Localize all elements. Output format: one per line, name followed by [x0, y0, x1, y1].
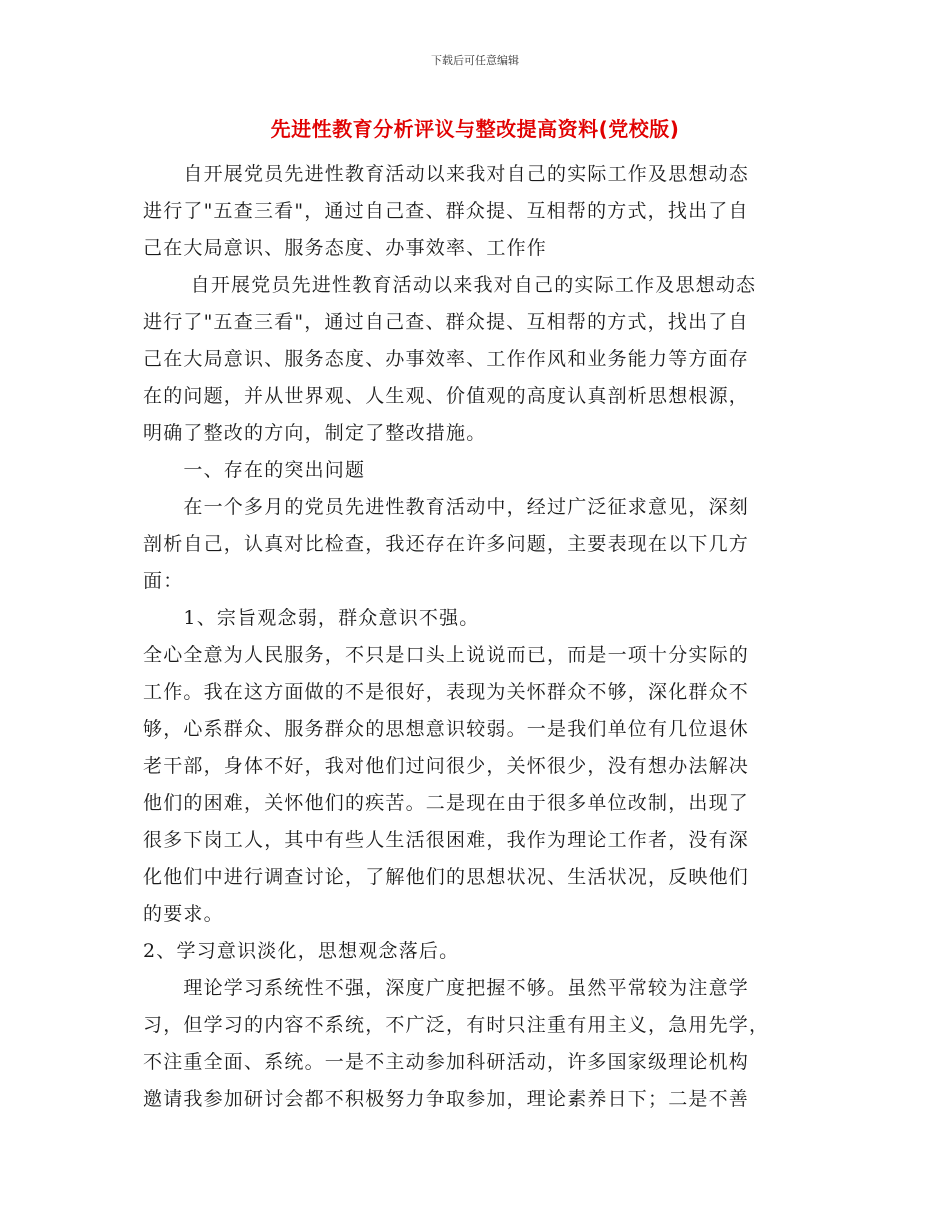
- section-heading: 一、存在的突出问题: [143, 459, 366, 481]
- body-line: 剖析自己，认真对比检查，我还存在许多问题，主要表现在以下几方: [143, 533, 750, 555]
- body-line: 他们的困难，关怀他们的疾苦。二是现在由于很多单位改制，出现了: [143, 792, 750, 814]
- body-line: 在一个多月的党员先进性教育活动中，经过广泛征求意见，深刻: [143, 496, 750, 518]
- body-line: 进行了"五查三看"，通过自己查、群众提、互相帮的方式，找出了自: [143, 200, 749, 222]
- body-line: 己在大局意识、服务态度、办事效率、工作作: [143, 237, 548, 259]
- subsection-heading: 2、学习意识淡化，思想观念落后。: [143, 940, 460, 962]
- body-line: 明确了整改的方向，制定了整改措施。: [143, 422, 487, 444]
- body-line: 理论学习系统性不强，深度广度把握不够。虽然平常较为注意学: [143, 977, 750, 999]
- body-line: 自开展党员先进性教育活动以来我对自己的实际工作及思想动态: [143, 163, 750, 185]
- page-header-note: 下载后可任意编辑: [431, 54, 519, 67]
- document-title: 先进性教育分析评议与整改提高资料(党校版): [270, 117, 680, 141]
- body-line: 邀请我参加研讨会都不积极努力争取参加，理论素养日下；二是不善: [143, 1088, 750, 1110]
- subsection-heading: 1、宗旨观念弱，群众意识不强。: [143, 607, 480, 629]
- body-line: 自开展党员先进性教育活动以来我对自己的实际工作及思想动态: [143, 274, 757, 296]
- body-line: 化他们中进行调查讨论，了解他们的思想状况、生活状况，反映他们: [143, 866, 750, 888]
- body-line: 够，心系群众、服务群众的思想意识较弱。一是我们单位有几位退休: [143, 718, 750, 740]
- body-line: 己在大局意识、服务态度、办事效率、工作作风和业务能力等方面存: [143, 348, 750, 370]
- body-line: 面：: [143, 570, 184, 592]
- body-line: 老干部，身体不好，我对他们过问很少，关怀很少，没有想办法解决: [143, 755, 750, 777]
- body-line: 不注重全面、系统。一是不主动参加科研活动，许多国家级理论机构: [143, 1051, 750, 1073]
- body-line: 进行了"五查三看"，通过自己查、群众提、互相帮的方式，找出了自: [143, 311, 749, 333]
- body-line: 工作。我在这方面做的不是很好，表现为关怀群众不够，深化群众不: [143, 681, 750, 703]
- body-line: 全心全意为人民服务，不只是口头上说说而已，而是一项十分实际的: [143, 644, 750, 666]
- body-line: 很多下岗工人，其中有些人生活很困难，我作为理论工作者，没有深: [143, 829, 750, 851]
- body-line: 的要求。: [143, 903, 224, 925]
- body-line: 在的问题，并从世界观、人生观、价值观的高度认真剖析思想根源，: [143, 385, 750, 407]
- body-line: 习，但学习的内容不系统，不广泛，有时只注重有用主义，急用先学，: [143, 1014, 770, 1036]
